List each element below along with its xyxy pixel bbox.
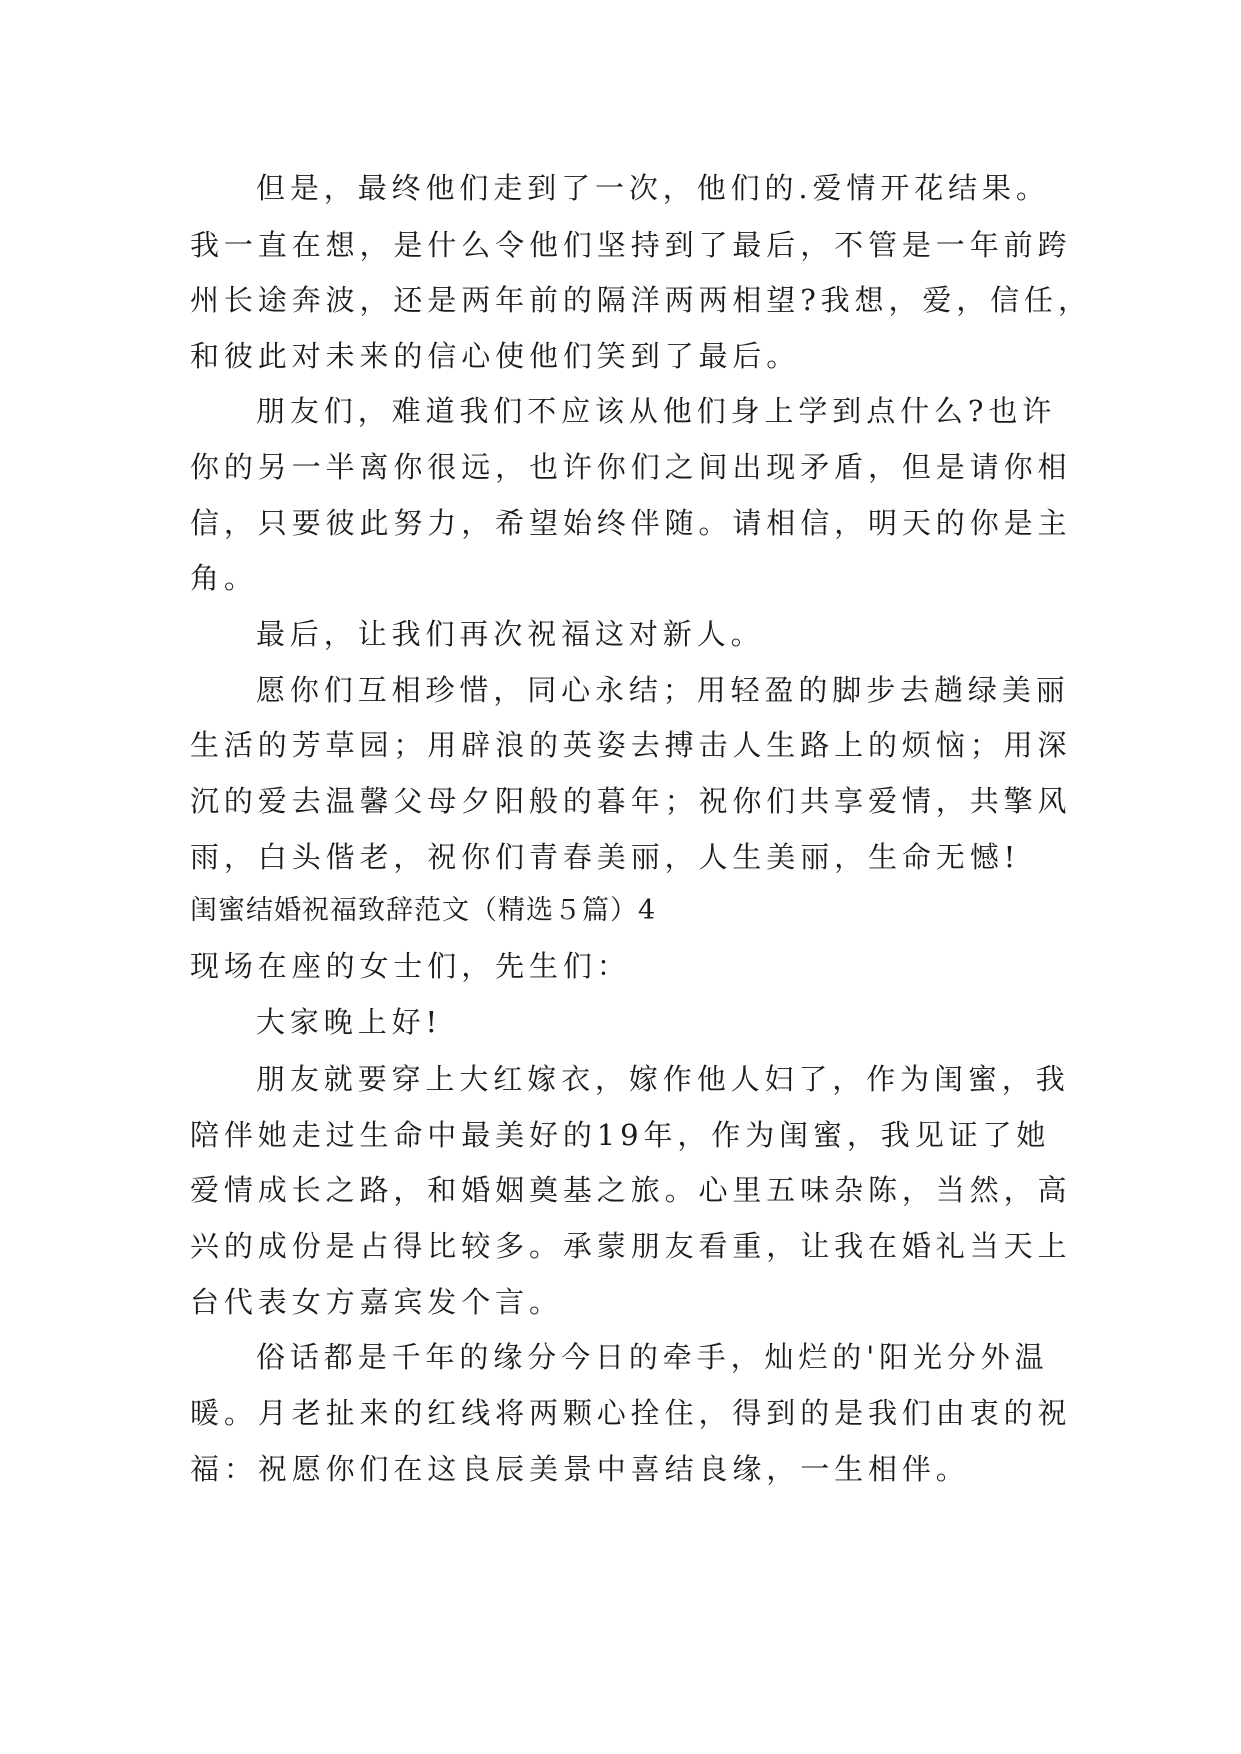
section-heading: 闺蜜结婚祝福致辞范文（精选５篇）4 [190, 895, 657, 926]
paragraph-line: 你的另一半离你很远，也许你们之间出现矛盾，但是请你相 [190, 450, 1072, 484]
salutation-line: 现场在座的女士们，先生们： [190, 949, 631, 983]
paragraph-line: 暖。月老扯来的红线将两颗心拴住，得到的是我们由衷的祝 [190, 1396, 1072, 1430]
paragraph-line: 州长途奔波，还是两年前的隔洋两两相望?我想，爱，信任， [190, 283, 1092, 317]
paragraph-line: 愿你们互相珍惜，同心永结；用轻盈的脚步去趟绿美丽 [256, 673, 1070, 707]
paragraph-line: 角。 [190, 561, 258, 595]
paragraph-line: 但是，最终他们走到了一次，他们的.爱情开花结果。 [256, 171, 1050, 205]
paragraph-line: 兴的成份是占得比较多。承蒙朋友看重，让我在婚礼当天上 [190, 1229, 1072, 1263]
paragraph-line: 生活的芳草园；用辟浪的英姿去搏击人生路上的烦恼；用深 [190, 728, 1072, 762]
paragraph-line: 信，只要彼此努力，希望始终伴随。请相信，明天的你是主 [190, 506, 1072, 540]
paragraph-line: 陪伴她走过生命中最美好的19年，作为闺蜜，我见证了她 [190, 1118, 1051, 1152]
greeting-line: 大家晚上好! [256, 1005, 443, 1039]
paragraph-line: 俗话都是千年的缘分今日的牵手，灿烂的'阳光分外温 [256, 1340, 1049, 1374]
paragraph-line: 最后，让我们再次祝福这对新人。 [256, 617, 765, 651]
paragraph-line: 朋友就要穿上大红嫁衣，嫁作他人妇了，作为闺蜜，我 [256, 1062, 1070, 1096]
paragraph-line: 沉的爱去温馨父母夕阳般的暮年；祝你们共享爱情，共擎风 [190, 784, 1072, 818]
paragraph-line: 和彼此对未来的信心使他们笑到了最后。 [190, 339, 801, 373]
paragraph-line: 我一直在想，是什么令他们坚持到了最后，不管是一年前跨 [190, 228, 1072, 262]
paragraph-line: 台代表女方嘉宾发个言。 [190, 1285, 563, 1319]
paragraph-line: 福：祝愿你们在这良辰美景中喜结良缘，一生相伴。 [190, 1452, 970, 1486]
paragraph-line: 雨，白头偕老，祝你们青春美丽，人生美丽，生命无憾! [190, 840, 1021, 874]
paragraph-line: 朋友们，难道我们不应该从他们身上学到点什么?也许 [256, 394, 1057, 428]
paragraph-line: 爱情成长之路，和婚姻奠基之旅。心里五味杂陈，当然，高 [190, 1173, 1072, 1207]
